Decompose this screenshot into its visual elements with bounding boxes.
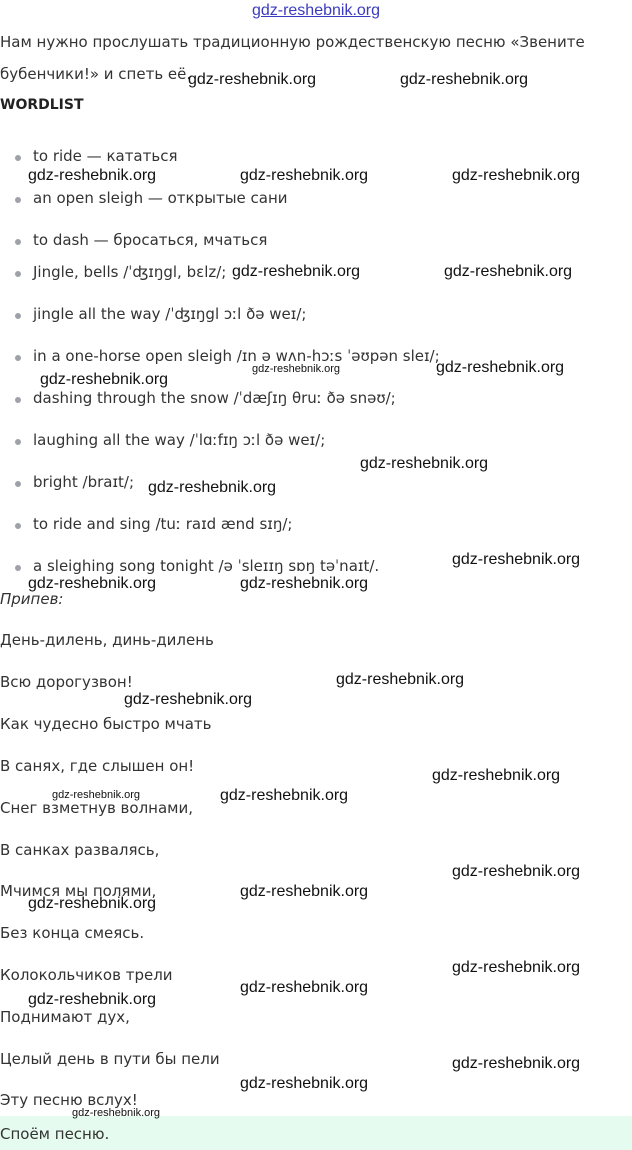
- lyric-line: Эту песню вслух!: [0, 1091, 138, 1109]
- watermark: gdz-reshebnik.org: [240, 575, 369, 592]
- watermark: gdz-reshebnik.org: [400, 71, 529, 88]
- wordlist-item: bright /braɪt/;: [33, 473, 135, 491]
- lyric-line: Колокольчиков трели: [0, 966, 173, 984]
- lyric-line: День-дилень, динь-дилень: [0, 631, 214, 649]
- bullet-icon: [15, 397, 21, 403]
- intro-line-2: бубенчики!» и спеть её.: [0, 65, 192, 83]
- watermark: gdz-reshebnik.org: [436, 359, 565, 376]
- wordlist-item: Jingle, bells /ˈʤɪŋgl, bɛlz/;: [33, 263, 227, 281]
- bullet-icon: [15, 481, 21, 487]
- bullet-icon: [15, 239, 21, 245]
- bullet-icon: [15, 355, 21, 361]
- lyric-line: В санях, где слышен он!: [0, 757, 195, 775]
- watermark: gdz-reshebnik.org: [432, 767, 561, 784]
- lyric-line: Как чудесно быстро мчать: [0, 715, 212, 733]
- lyric-line: Без конца смеясь.: [0, 924, 145, 942]
- watermark: gdz-reshebnik.org: [232, 263, 361, 280]
- watermark: gdz-reshebnik.org: [240, 979, 369, 996]
- watermark: gdz-reshebnik.org: [124, 691, 253, 708]
- watermark: gdz-reshebnik.org: [148, 479, 277, 496]
- watermark: gdz-reshebnik.org: [452, 959, 581, 976]
- bullet-icon: [15, 155, 21, 161]
- watermark: gdz-reshebnik.org: [360, 455, 489, 472]
- watermark: gdz-reshebnik.org: [240, 1075, 369, 1092]
- watermark: gdz-reshebnik.org: [28, 895, 157, 912]
- watermark: gdz-reshebnik.org: [452, 551, 581, 568]
- watermark: gdz-reshebnik.org: [240, 883, 369, 900]
- wordlist-item: a sleighing song tonight /ə ˈsleɪɪŋ sɒŋ təˈnaɪt/.: [33, 557, 380, 575]
- lyric-line: Поднимают дух,: [0, 1008, 130, 1026]
- lyric-line: Всю дорогузвон!: [0, 673, 133, 691]
- watermark: gdz-reshebnik.org: [240, 167, 369, 184]
- watermark: gdz-reshebnik.org: [444, 263, 573, 280]
- watermark: gdz-reshebnik.org: [28, 575, 157, 592]
- watermark: gdz-reshebnik.org: [188, 71, 317, 88]
- watermark: gdz-reshebnik.org: [252, 363, 341, 375]
- watermark: gdz-reshebnik.org: [452, 863, 581, 880]
- lyric-line: Мчимся мы полями,: [0, 882, 157, 900]
- wordlist-item: in a one-horse open sleigh /ɪn ə wʌn-hɔːs ˈəʊpən sleɪ/;: [33, 347, 440, 365]
- watermark: gdz-reshebnik.org: [72, 1107, 161, 1119]
- wordlist-item: to ride — кататься: [33, 147, 178, 165]
- refrain-label: Припев:: [0, 590, 64, 608]
- wordlist-item: jingle all the way /ˈʤɪŋgl ɔːl ðə weɪ/;: [33, 305, 307, 323]
- watermark: gdz-reshebnik.org: [452, 167, 581, 184]
- bullet-icon: [15, 271, 21, 277]
- bullet-icon: [15, 565, 21, 571]
- watermark: gdz-reshebnik.org: [452, 1055, 581, 1072]
- wordlist-item: laughing all the way /ˈlɑːfɪŋ ɔːl ðə weɪ/;: [33, 431, 326, 449]
- wordlist-item: an open sleigh — открытые сани: [33, 189, 288, 207]
- wordlist-item: to ride and sing /tuː raɪd ænd sɪŋ/;: [33, 515, 293, 533]
- bullet-icon: [15, 313, 21, 319]
- top-watermark-link[interactable]: gdz-reshebnik.org: [251, 2, 381, 19]
- final-note: Споём песню.: [0, 1125, 110, 1143]
- intro-line-1: Нам нужно прослушать традиционную рождественскую песню «Звените: [0, 33, 585, 51]
- watermark: gdz-reshebnik.org: [28, 991, 157, 1008]
- lyric-line: В санках развалясь,: [0, 841, 160, 859]
- lyric-line: Целый день в пути бы пели: [0, 1050, 220, 1068]
- wordlist-item: dashing through the snow /ˈdæʃɪŋ θruː ðə snəʊ/;: [33, 389, 396, 407]
- bullet-icon: [15, 197, 21, 203]
- wordlist-heading: WORDLIST: [0, 97, 84, 113]
- bullet-icon: [15, 523, 21, 529]
- watermark: gdz-reshebnik.org: [336, 671, 465, 688]
- watermark: gdz-reshebnik.org: [52, 789, 141, 801]
- watermark: gdz-reshebnik.org: [28, 167, 157, 184]
- watermark: gdz-reshebnik.org: [40, 371, 169, 388]
- wordlist-item: to dash — бросаться, мчаться: [33, 231, 268, 249]
- lyric-line: Снег взметнув волнами,: [0, 799, 193, 817]
- bullet-icon: [15, 439, 21, 445]
- watermark: gdz-reshebnik.org: [220, 787, 349, 804]
